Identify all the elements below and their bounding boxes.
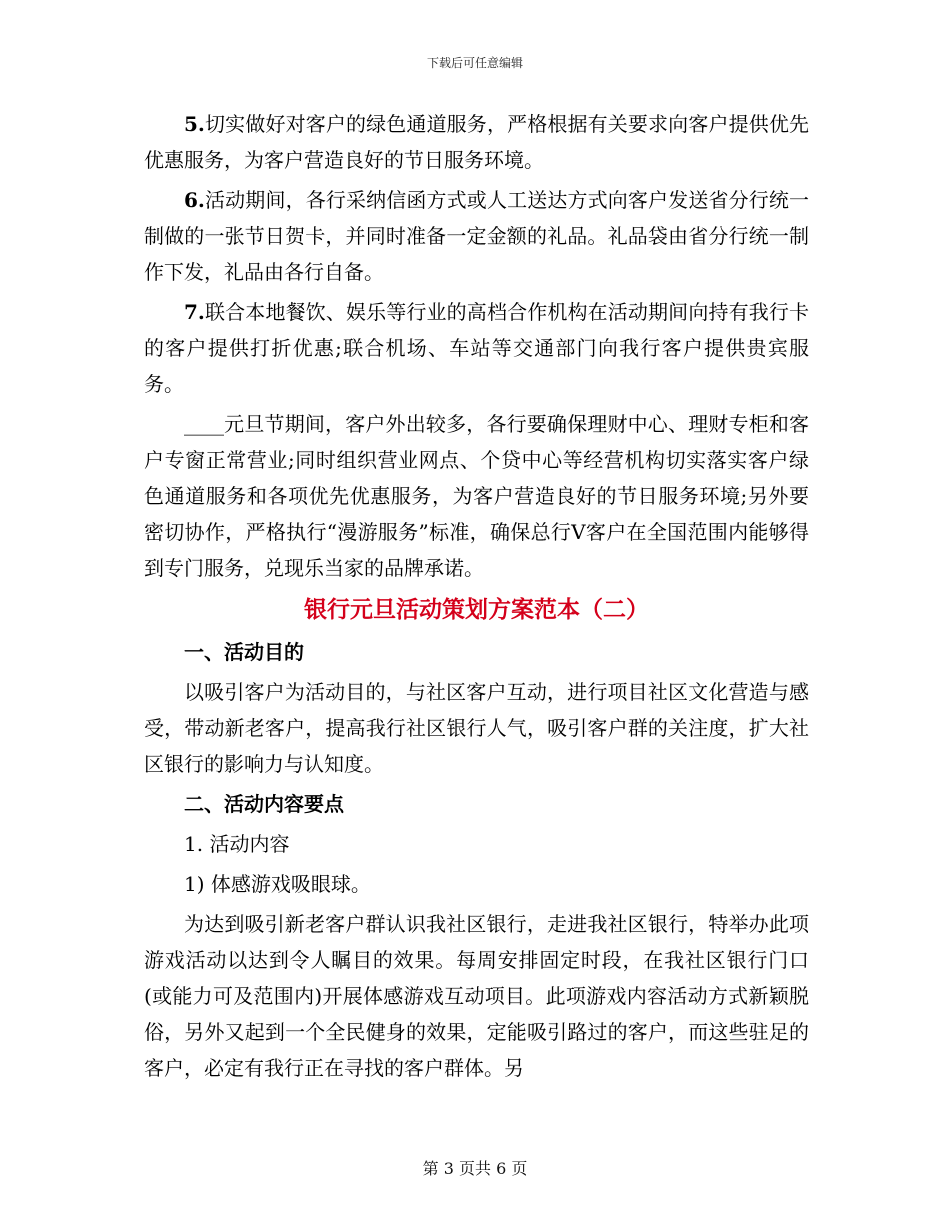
item-text: 活动期间，各行采纳信函方式或人工送达方式向客户发送省分行统一制做的一张节日贺卡，并同时准备一定金额的礼品。礼品袋由省分行统一制作下发，礼品由各行自备。 <box>144 188 809 284</box>
heading-content-points: 二、活动内容要点 <box>184 792 344 816</box>
section-title: 银行元旦活动策划方案范本（二） <box>304 596 649 623</box>
subheading-motion-game: 1) 体感游戏吸眼球。 <box>184 872 371 896</box>
list-item-7 <box>144 294 809 402</box>
document-body <box>144 106 809 1090</box>
page-footer: 第 3 页共 6 页 <box>422 1159 528 1178</box>
item-number: 7. <box>184 300 205 324</box>
list-item-6 <box>144 182 809 290</box>
item-text: 切实做好对客户的绿色通道服务，严格根据有关要求向客户提供优先优惠服务，为客户营造良好的节日服务环境。 <box>144 112 809 172</box>
list-item-5 <box>144 106 809 178</box>
header-note: 下载后可任意编辑 <box>426 56 523 70</box>
item-number: 5. <box>184 112 205 136</box>
item-number: 6. <box>184 188 205 212</box>
subheading-activity-content: 1. 活动内容 <box>184 832 290 856</box>
game-paragraph: 为达到吸引新老客户群认识我社区银行，走进我社区银行，特举办此项游戏活动以达到令人瞩目的效果。每周安排固定时段，在我社区银行门口(或能力可及范围内)开展体感游戏互动项目。此项游戏内容活动方式新颖脱俗，另外又起到一个全民健身的效果，定能吸引路过的客户，而这些驻足的客户，必定有我行正在寻找的客户群体。另 <box>144 912 809 1080</box>
closing-paragraph: ____元旦节期间，客户外出较多，各行要确保理财中心、理财专柜和客户专窗正常营业;同时组织营业网点、个贷中心等经营机构切实落实客户绿色通道服务和各项优先优惠服务，为客户营造良好的节日服务环境;另外要密切协作，严格执行“漫游服务”标准，确保总行V客户在全国范围内能够得到专门服务，兑现乐当家的品牌承诺。 <box>144 412 809 580</box>
purpose-paragraph: 以吸引客户为活动目的，与社区客户互动，进行项目社区文化营造与感受，带动新老客户，提高我行社区银行人气，吸引客户群的关注度，扩大社区银行的影响力与认知度。 <box>144 680 809 776</box>
heading-purpose: 一、活动目的 <box>184 640 304 664</box>
item-text: 联合本地餐饮、娱乐等行业的高档合作机构在活动期间向持有我行卡的客户提供打折优惠;联合机场、车站等交通部门向我行客户提供贵宾服务。 <box>144 300 809 396</box>
